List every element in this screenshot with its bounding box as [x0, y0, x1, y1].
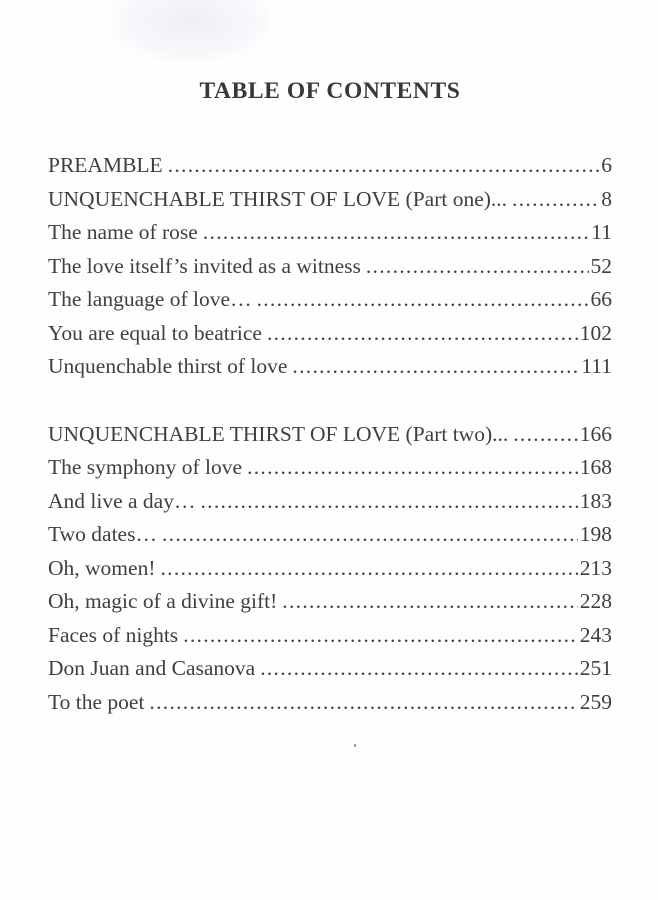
toc-entry-label: Faces of nights: [48, 622, 179, 647]
toc-entry-label: UNQUENCHABLE THIRST OF LOVE (Part two)...: [48, 421, 509, 446]
toc-entry: [48, 451, 612, 485]
toc-entry: [48, 149, 612, 183]
toc-entry-page: 168: [579, 455, 612, 479]
toc-entry-label: Oh, women!: [48, 555, 156, 580]
toc-entry-page: 198: [579, 522, 612, 546]
toc-entry-label: The love itself’s invited as a witness: [48, 253, 361, 278]
toc-list: [48, 149, 612, 719]
dot-leader: [149, 686, 577, 720]
dot-leader: [366, 250, 589, 284]
dot-leader: [257, 283, 589, 317]
toc-entry-label: You are equal to beatrice: [48, 320, 262, 345]
toc-entry: [48, 283, 612, 317]
page-title: TABLE OF CONTENTS: [199, 78, 461, 104]
toc-entry: [48, 183, 612, 217]
dot-leader: [162, 518, 578, 552]
toc-entry-label: The symphony of love: [48, 455, 243, 479]
toc-entry: [48, 485, 612, 519]
toc-entry-page: 111: [581, 354, 612, 378]
toc-entry-label: Unquenchable thirst of love: [48, 354, 288, 378]
toc-entry-label: Oh, magic of a divine gift!: [48, 589, 278, 613]
toc-entry-page: 11: [591, 220, 612, 244]
toc-entry-label: UNQUENCHABLE THIRST OF LOVE (Part one)...: [48, 186, 508, 211]
toc-entry-label: PREAMBLE: [48, 153, 163, 177]
dot-leader: [267, 317, 578, 351]
toc-entry: [48, 518, 612, 552]
toc-entry-page: 243: [579, 622, 612, 647]
dot-leader: [183, 619, 578, 653]
toc-entry: [48, 619, 612, 653]
toc-entry: [48, 686, 612, 720]
toc-entry: [48, 350, 612, 384]
dot-leader: [200, 485, 577, 519]
toc-entry-label: The language of love…: [48, 287, 252, 311]
toc-entry-page: 66: [590, 287, 612, 311]
toc-entry: [48, 652, 612, 686]
toc-entry-page: 8: [601, 186, 612, 211]
toc-entry: [48, 418, 612, 452]
toc-entry: [48, 250, 612, 284]
toc-entry-label: And live a day…: [48, 488, 196, 513]
toc-entry-page: 228: [579, 589, 612, 613]
toc-entry-label: Don Juan and Casanova: [48, 656, 256, 680]
dot-leader: [168, 149, 600, 183]
toc-entry: [48, 216, 612, 250]
dot-leader: [282, 585, 577, 619]
toc-entry-page: 213: [579, 555, 612, 580]
toc-entry-page: 251: [579, 656, 612, 680]
toc-entry-page: 52: [590, 253, 612, 278]
toc-entry-label: To the poet: [48, 689, 145, 714]
toc-entry: [48, 552, 612, 586]
toc-entry-page: 166: [579, 421, 612, 446]
dot-leader: [512, 183, 599, 217]
toc-entry-page: 259: [579, 689, 612, 714]
dot-leader: [203, 216, 589, 250]
toc-entry-page: 6: [601, 153, 612, 177]
dot-leader: [292, 350, 579, 384]
toc-entry: [48, 317, 612, 351]
dot-leader: [260, 652, 578, 686]
dot-leader: [247, 451, 578, 485]
dot-leader: [160, 552, 577, 586]
toc-entry-page: 102: [579, 320, 612, 345]
toc-entry-label: The name of rose: [48, 220, 198, 244]
toc-entry: [48, 585, 612, 619]
toc-entry-label: Two dates…: [48, 522, 157, 546]
dot-leader: [513, 418, 578, 452]
scan-speck: [354, 744, 356, 747]
toc-entry-page: 183: [579, 488, 612, 513]
